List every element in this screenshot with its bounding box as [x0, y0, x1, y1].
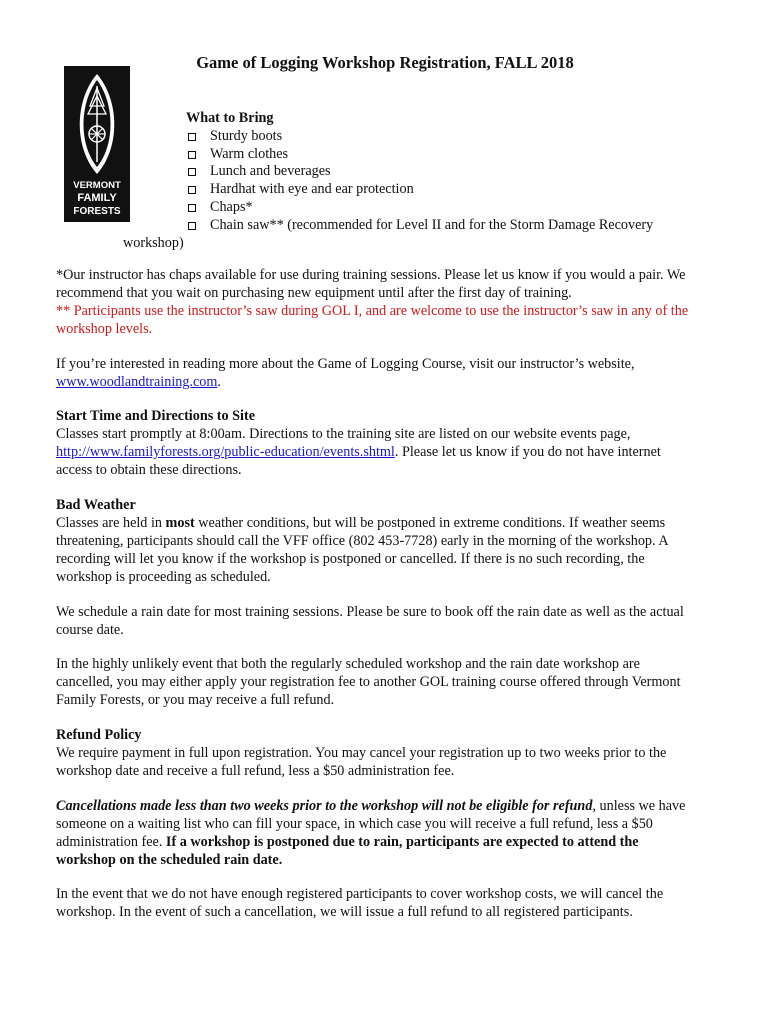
what-to-bring-heading: What to Bring	[186, 110, 274, 126]
checkbox-bullet-icon	[188, 133, 196, 141]
vermont-family-forests-logo	[64, 66, 130, 222]
reading-paragraph: If you’re interested in reading more about the Game of Logging Course, visit our instructor’s website, www.woodlandtraining.com.	[56, 355, 635, 390]
logo-emblem-icon	[64, 66, 130, 222]
events-page-link[interactable]: http://www.familyforests.org/public-education/events.shtml	[56, 444, 395, 461]
bad-weather-heading: Bad Weather	[56, 497, 136, 514]
page-title: Game of Logging Workshop Registration, FALL 2018	[196, 53, 574, 72]
bring-list-continuation: workshop)	[123, 235, 184, 251]
logo-line-3: FORESTS	[73, 206, 121, 217]
late-cancellation-paragraph: Cancellations made less than two weeks prior to the workshop will not be eligible for refund, unless we have someone on a waiting list who can fill your space, in which case you will receive a full refund, less a $50 administration fee. If a workshop is postponed due to rain, participants are expected to attend the workshop on the scheduled rain date.	[56, 797, 686, 868]
start-time-heading: Start Time and Directions to Site	[56, 408, 256, 425]
insufficient-participants-paragraph: In the event that we do not have enough registered participants to cover workshop costs, we will cancel the workshop. In the event of such a cancellation, we will issue a full refund to all registered participants.	[56, 886, 664, 921]
chaps-note-paragraph	[56, 267, 696, 339]
logo-line-2: FAMILY	[77, 192, 117, 204]
refund-policy-heading: Refund Policy	[56, 727, 142, 744]
list-item: Sturdy boots	[186, 128, 653, 146]
logo-line-1: VERMONT	[73, 180, 121, 191]
list-item: Chaps*	[186, 199, 653, 217]
chaps-note: *Our instructor has chaps available for use during training sessions. Please let us know if you would a pair. We recommend that you wait on purchasing new equipment until after the first day of training.	[56, 267, 686, 301]
checkbox-bullet-icon	[188, 151, 196, 159]
list-item: Hardhat with eye and ear protection	[186, 181, 653, 199]
bring-list	[186, 128, 653, 235]
checkbox-bullet-icon	[188, 222, 196, 230]
start-time-section: Start Time and Directions to Site Classes start promptly at 8:00am. Directions to the training site are listed on our website events page, http://www.familyforests.org/public-education/events.shtml. Please let us know if you do not have internet access to obtain these directions.	[56, 408, 661, 479]
checkbox-bullet-icon	[188, 204, 196, 212]
saw-note: ** Participants use the instructor’s saw during GOL I, and are welcome to use the instructor’s saw in any of the workshop levels.	[56, 302, 689, 337]
list-item: Chain saw** (recommended for Level II and for the Storm Damage Recovery	[186, 217, 653, 235]
checkbox-bullet-icon	[188, 168, 196, 176]
what-to-bring-section	[186, 110, 653, 235]
list-item: Lunch and beverages	[186, 163, 653, 181]
document-body	[56, 267, 696, 939]
cancel-option-paragraph: In the highly unlikely event that both the regularly scheduled workshop and the rain date workshop are cancelled, you may either apply your registration fee to another GOL training course offered through Vermont Family Forests, or you may receive a full refund.	[56, 656, 681, 709]
checkbox-bullet-icon	[188, 186, 196, 194]
list-item: Warm clothes	[186, 146, 653, 164]
rain-date-paragraph: We schedule a rain date for most training sessions. Please be sure to book off the rain date as well as the actual course date.	[56, 603, 684, 638]
bad-weather-section: Bad Weather Classes are held in most weather conditions, but will be postponed in extreme conditions. If weather seems threatening, participants should call the VFF office (802 453-7728) early in the morning of the workshop. A recording will let you know if the workshop is postponed or cancelled. If there is no such recording, the workshop is proceeding as scheduled.	[56, 497, 668, 585]
woodland-training-link[interactable]: www.woodlandtraining.com	[56, 373, 218, 390]
refund-policy-section: Refund Policy We require payment in full upon registration. You may cancel your registration up to two weeks prior to the workshop date and receive a full refund, less a $50 administration fee.	[56, 727, 667, 779]
